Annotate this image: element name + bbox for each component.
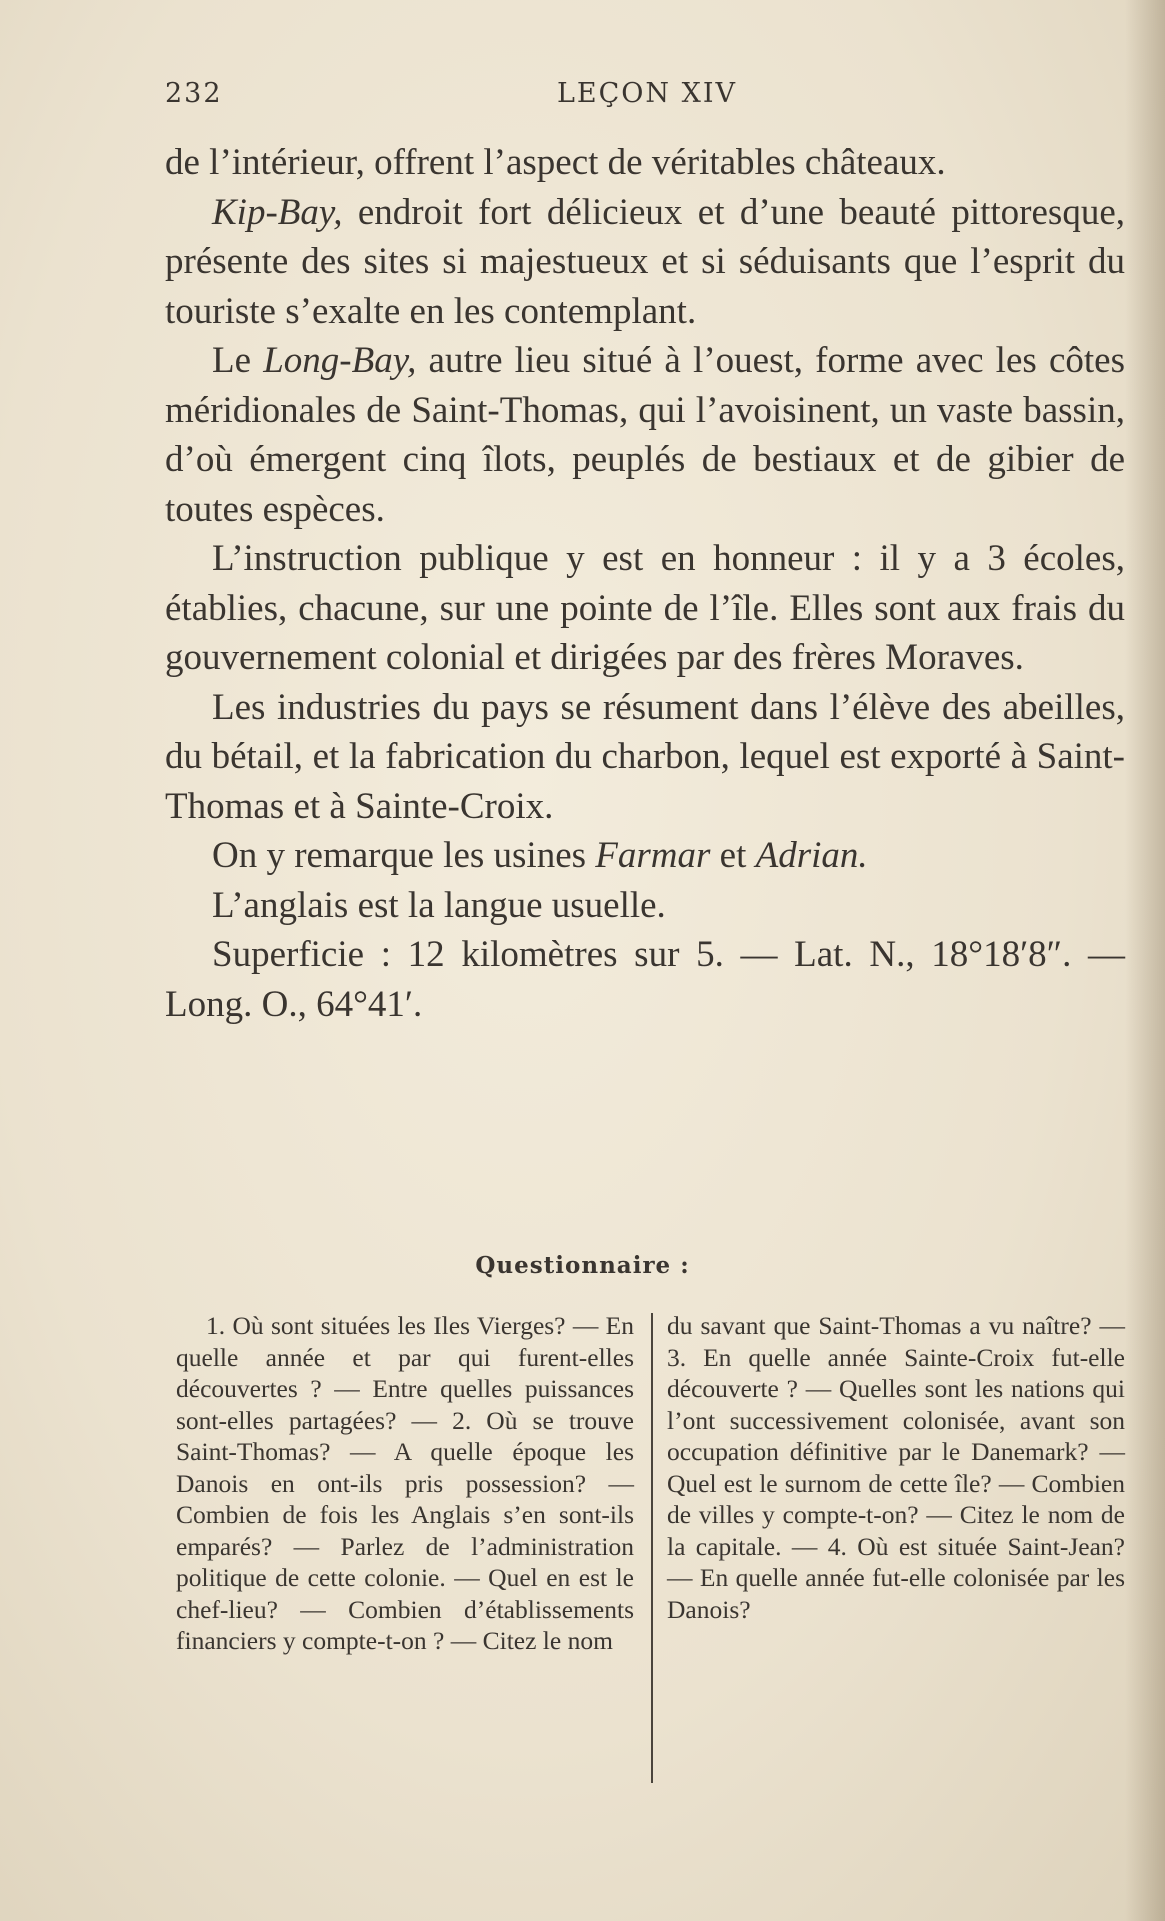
paragraph-6-mid: et	[710, 835, 756, 876]
paragraph-8: Superficie : 12 kilomètres sur 5. — Lat. N., 18°18′8″. — Long. O., 64°41′.	[165, 934, 1125, 1025]
paragraph-6-start: On y remarque les usines	[212, 835, 596, 876]
paragraph-7: L’anglais est la langue usuelle.	[212, 884, 666, 926]
paragraph-4: L’instruction publique y est en honneur : il y a 3 écoles, établies, chacune, sur une pointe de l’île. Elles sont aux frais du gouvernement colonial et dirigées par des frères Moraves.	[165, 538, 1125, 678]
paragraph-3-text: autre lieu situé à l’ouest, forme avec les côtes méridionales de Saint-Thomas, qui l’avoisinent, un vaste bassin, d’où émergent cinq îlots, peuplés de bestiaux et de gibier de toutes espèces.	[165, 340, 1125, 530]
place-name-kip-bay: Kip-Bay,	[212, 191, 343, 233]
questionnaire-right-text: du savant que Saint-Thomas a vu naître? — 3. En quelle année Sainte-Croix fut-elle découverte ? — Quelles sont les nations qui l’ont successivement colonisée, avant son occupation définitive par le Danemark? — Quel est le surnom de cette île? — Combien de villes y compte-t-on? — Citez le nom de la capitale. — 4. Où est située Saint-Jean? — En quelle année fut-elle colonisée par les Danois?	[667, 1311, 1125, 1624]
page-number: 232	[165, 78, 223, 109]
questionnaire-title: Questionnaire :	[475, 1252, 690, 1279]
questionnaire-left-text: 1. Où sont situées les Iles Vierges? — En quelle année et par qui furent-elles découvertes ? — Entre quelles puissances sont-elles partagées? — 2. Où se trouve Saint-Thomas? — A quelle époque les Danois en ont-ils pris possession? — Combien de fois les Anglais s’en sont-ils emparés? — Parlez de l’administration politique de cette colonie. — Quel en est le chef-lieu? — Combien d’établissements financiers y compte-t-on ? — Citez le nom	[176, 1311, 634, 1655]
body-text	[165, 138, 1125, 1029]
place-name-long-bay: Long-Bay,	[263, 340, 417, 381]
page-header	[165, 78, 1125, 118]
factory-name-farmar: Farmar	[595, 835, 711, 876]
column-divider	[651, 1313, 653, 1783]
paragraph-3-start: Le	[212, 340, 264, 381]
running-title: LEÇON XIV	[557, 78, 738, 109]
page-edge-shadow	[1125, 0, 1165, 1921]
paragraph-1: de l’intérieur, offrent l’aspect de véritables châteaux.	[165, 142, 946, 183]
paragraph-2	[165, 188, 1125, 337]
paragraph-2-text: endroit fort délicieux et d’une beauté pittoresque, présente des sites si majestueux et si séduisants que l’esprit du touriste s’exalte en les contemplant.	[165, 191, 1125, 332]
paragraph-3	[165, 336, 1125, 534]
questionnaire-right-column	[667, 1310, 1125, 1625]
factory-name-adrian: Adrian.	[755, 835, 868, 876]
paragraph-5: Les industries du pays se résument dans l’élève des abeilles, du bétail, et la fabrication du charbon, lequel est exporté à Saint-Thomas et à Sainte-Croix.	[165, 686, 1125, 827]
paragraph-6	[165, 831, 1125, 881]
questionnaire-left-column	[176, 1310, 634, 1657]
